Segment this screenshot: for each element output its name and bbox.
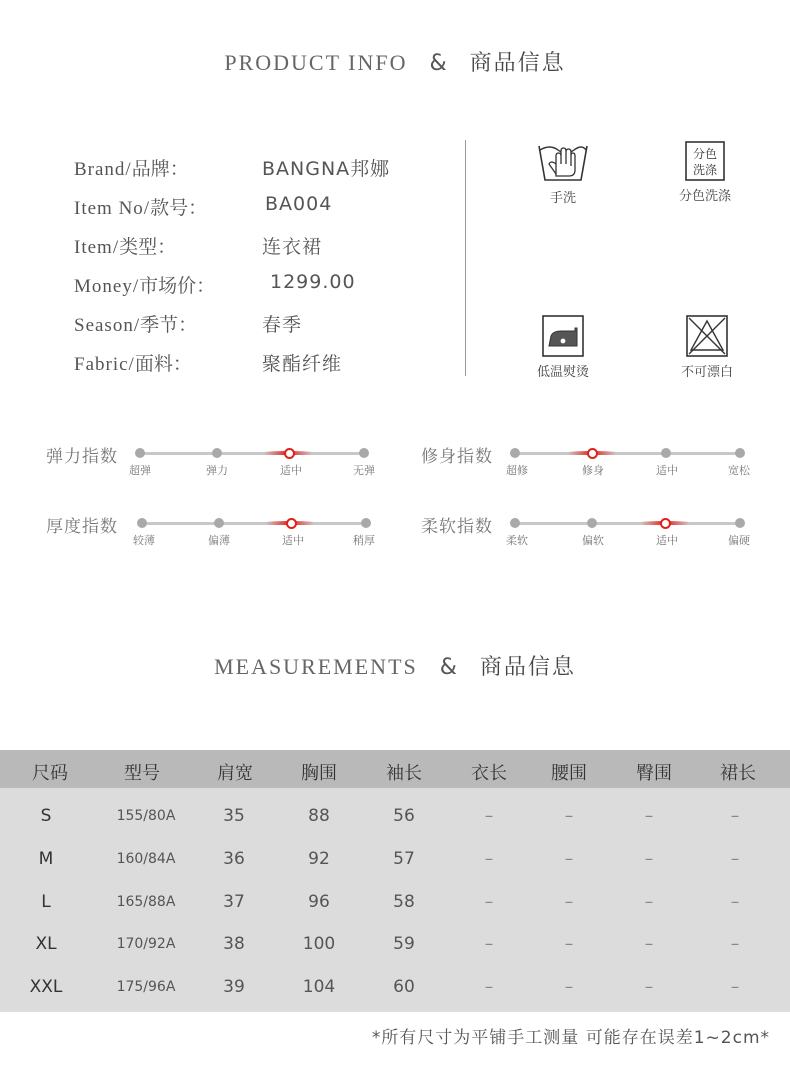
table-cell: 100 [302,934,336,954]
header-cell: 臀围 [636,763,672,784]
scale-dot-active [660,518,671,529]
scale-dot [135,448,145,458]
scale-tick: 偏软 [582,534,604,547]
scale-dot [359,448,369,458]
care-label: 分色洗涤 [678,189,731,204]
scale-tick: 偏薄 [208,534,230,547]
care-hand-wash [518,140,608,206]
info-value-item: 连衣裙 [262,236,323,258]
scale-tick: 超修 [506,464,528,477]
scale-softness [421,512,761,552]
table-cell: 56 [393,806,415,826]
table-cell: – [730,849,740,869]
info-row-season [74,310,197,336]
table-cell: – [730,806,740,826]
scale-dot [661,448,671,458]
separate-wash-icon-text-1: 分色 [692,147,718,161]
info-value-brand: BANGNA邦娜 [262,158,391,180]
table-cell: – [564,892,574,912]
product-info-title-amp: & [429,51,448,76]
scale-name: 修身指数 [421,447,493,467]
header-cell: 胸围 [301,763,337,784]
size-table [0,750,790,1012]
scale-track [515,452,739,455]
measurement-footnote: *所有尺寸为平铺手工测量 可能存在误差1~2cm* [371,1028,770,1048]
info-row-fabric [74,349,192,375]
info-label-cn: 季节： [140,314,198,336]
scale-fit [421,442,761,482]
table-cell: M [38,849,54,869]
table-cell: 92 [308,849,330,869]
table-cell: – [644,849,654,869]
scale-dot [587,518,597,528]
scale-thickness [46,512,386,552]
table-cell: – [564,806,574,826]
table-cell: – [730,892,740,912]
scale-tick: 柔软 [506,534,528,547]
table-cell: 58 [393,892,415,912]
table-cell: S [40,806,52,826]
care-no-bleach [662,314,752,380]
info-divider [465,140,466,376]
measurements-title-amp: & [439,655,458,680]
header-cell: 裙长 [720,763,756,784]
product-info-title-cn: 商品信息 [469,51,566,76]
scale-dot [212,448,222,458]
table-cell: 35 [223,806,245,826]
info-label-cn: 类型： [119,236,177,258]
table-cell: 37 [223,892,245,912]
scale-tick: 适中 [282,534,304,547]
table-cell: 59 [393,934,415,954]
header-cell: 袖长 [386,763,422,784]
product-info-title-en: PRODUCT INFO [224,50,408,75]
table-cell: 38 [223,934,245,954]
scale-elasticity [46,442,386,482]
info-label-cn: 面料： [134,353,192,375]
header-cell: 肩宽 [217,763,253,784]
table-cell: – [644,806,654,826]
scale-dot [510,518,520,528]
table-cell: – [484,934,494,954]
info-row-item-no [74,193,207,219]
table-cell: – [644,934,654,954]
table-cell: 155/80A [116,808,176,824]
separate-wash-icon [684,140,726,182]
scale-tick: 弹力 [206,464,228,477]
scale-tick: 修身 [582,464,604,477]
table-cell: – [484,806,494,826]
scale-track [140,452,364,455]
scale-dot [361,518,371,528]
scale-tick: 适中 [280,464,302,477]
scale-dot [214,518,224,528]
measurements-title-cn: 商品信息 [479,655,576,680]
info-label-cn: 品牌： [131,158,189,180]
info-label-en: Money/ [74,276,140,297]
info-label-cn: 款号： [150,197,208,219]
table-cell: – [644,977,654,997]
table-cell: – [484,977,494,997]
info-label-en: Fabric/ [74,354,135,375]
info-value-item-no: BA004 [265,193,333,215]
scale-track [515,522,739,525]
scale-name: 厚度指数 [46,517,118,537]
table-cell: – [484,849,494,869]
table-cell: 36 [223,849,245,869]
care-separate-wash [660,140,750,204]
table-cell: L [41,892,51,912]
care-low-iron [518,314,608,380]
scale-tick: 超弹 [129,464,151,477]
info-row-money [74,271,215,297]
low-iron-icon [541,314,585,358]
table-cell: – [564,849,574,869]
scale-name: 弹力指数 [46,447,118,467]
info-row-brand [74,154,189,180]
care-label: 手洗 [549,191,576,206]
table-cell: 170/92A [116,936,176,952]
table-cell: 160/84A [116,851,176,867]
table-cell: 104 [302,977,336,997]
scale-dot-active [587,448,598,459]
header-cell: 型号 [124,763,160,784]
scale-tick: 适中 [656,534,678,547]
scale-tick: 宽松 [728,464,750,477]
info-value-season: 春季 [262,314,303,336]
table-cell: 39 [223,977,245,997]
table-cell: XXL [29,977,63,997]
header-cell: 腰围 [551,763,587,784]
scale-dot-active [284,448,295,459]
info-label-en: Season/ [74,315,141,336]
scale-tick: 适中 [656,464,678,477]
scale-name: 柔软指数 [421,517,493,537]
header-cell: 尺码 [32,763,68,784]
no-bleach-icon [685,314,729,358]
info-label-en: Item/ [74,237,120,258]
scale-dot [735,518,745,528]
scale-tick: 稍厚 [353,534,375,547]
hand-wash-icon [536,140,590,184]
header-cell: 衣长 [471,763,507,784]
size-table-header [0,750,790,788]
scale-tick: 较薄 [133,534,155,547]
scale-dot-active [286,518,297,529]
table-cell: 60 [393,977,415,997]
scale-track [142,522,366,525]
info-value-fabric: 聚酯纤维 [262,353,343,375]
table-cell: XL [35,934,57,954]
table-cell: 57 [393,849,415,869]
table-cell: 88 [308,806,330,826]
table-cell: – [644,892,654,912]
info-label-cn: 市场价： [139,275,216,297]
table-cell: – [730,977,740,997]
table-cell: – [484,892,494,912]
table-cell: 96 [308,892,330,912]
table-cell: 165/88A [116,894,176,910]
table-cell: – [564,977,574,997]
care-label: 不可漂白 [680,365,733,380]
scale-dot [735,448,745,458]
scale-tick: 偏硬 [728,534,750,547]
scale-tick: 无弹 [353,464,375,477]
info-value-money: 1299.00 [270,271,356,293]
measurements-title [0,650,790,681]
info-label-en: Brand/ [74,159,132,180]
info-row-item [74,232,176,258]
table-cell: – [564,934,574,954]
separate-wash-icon-text-2: 洗涤 [692,163,718,177]
scale-dot [137,518,147,528]
table-cell: 175/96A [116,979,176,995]
scale-dot [510,448,520,458]
table-cell: – [730,934,740,954]
product-info-title [0,46,790,77]
measurements-title-en: MEASUREMENTS [214,654,418,679]
care-label: 低温熨烫 [536,365,589,380]
info-label-en: Item No/ [74,198,151,219]
